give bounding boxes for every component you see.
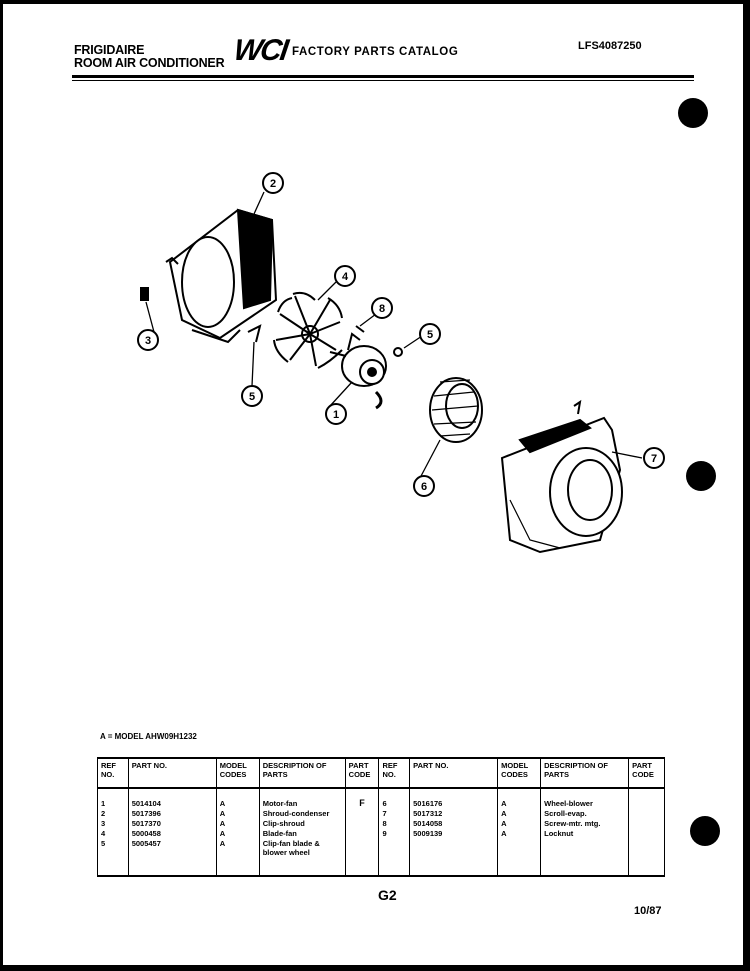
- column-header: MODEL CODES: [498, 758, 541, 788]
- table-header-row: [98, 758, 665, 788]
- table-cell: Shroud-condenser: [259, 808, 345, 818]
- table-cell: 5: [98, 838, 129, 876]
- table-cell: [629, 838, 665, 876]
- blower-wheel-drawing: [430, 378, 482, 442]
- revision-date: 10/87: [634, 905, 662, 917]
- shroud-condenser-drawing: [166, 210, 276, 342]
- table-cell: A: [216, 828, 259, 838]
- table-cell: 7: [379, 808, 410, 818]
- catalog-number: LFS4087250: [578, 40, 642, 52]
- table-cell: Locknut: [541, 828, 629, 838]
- callout-9: [420, 324, 440, 344]
- column-header: PART NO.: [128, 758, 216, 788]
- binder-hole-bottom: [690, 816, 720, 846]
- table-cell: Screw-mtr. mtg.: [541, 818, 629, 828]
- table-cell: A: [216, 818, 259, 828]
- callout-label: 6: [420, 481, 428, 493]
- column-header: PART CODE: [345, 758, 379, 788]
- wci-logo: WCI: [231, 34, 289, 67]
- table-cell: 5009139: [410, 828, 498, 838]
- column-header: DESCRIPTION OF PARTS: [259, 758, 345, 788]
- table-cell: [629, 828, 665, 838]
- locknut-drawing: [394, 348, 402, 356]
- table-cell: 5016176: [410, 788, 498, 808]
- table-cell: Clip-shroud: [259, 818, 345, 828]
- callout-label: 4: [341, 271, 349, 283]
- callout-label: 5: [248, 391, 256, 403]
- table-cell: 9: [379, 828, 410, 838]
- table-cell: A: [216, 838, 259, 876]
- callout-label: 1: [332, 409, 340, 421]
- callout-label: 8: [378, 303, 386, 315]
- clip-shroud-drawing: [141, 288, 148, 300]
- table-cell: Blade-fan: [259, 828, 345, 838]
- page-code: G2: [378, 887, 397, 903]
- table-cell: F: [345, 788, 379, 808]
- table-cell: [410, 838, 498, 876]
- table-cell: 2: [98, 808, 129, 818]
- column-header: PART CODE: [629, 758, 665, 788]
- callout-7: [644, 448, 664, 468]
- table-cell: [629, 808, 665, 818]
- column-header: PART NO.: [410, 758, 498, 788]
- table-row: [98, 828, 665, 838]
- table-cell: 5017396: [128, 808, 216, 818]
- table-cell: A: [498, 828, 541, 838]
- callout-label: 3: [144, 335, 152, 347]
- table-cell: 5017370: [128, 818, 216, 828]
- table-row: [98, 818, 665, 828]
- product-line: ROOM AIR CONDITIONER: [74, 56, 225, 70]
- table-cell: 5000458: [128, 828, 216, 838]
- table-cell: A: [498, 818, 541, 828]
- callout-3: [138, 330, 158, 350]
- table-cell: [379, 838, 410, 876]
- table-cell: A: [498, 808, 541, 818]
- table-cell: 5017312: [410, 808, 498, 818]
- column-header: MODEL CODES: [216, 758, 259, 788]
- catalog-title: FACTORY PARTS CATALOG: [292, 46, 459, 58]
- table-cell: 5014058: [410, 818, 498, 828]
- scroll-evaporator-drawing: [502, 402, 622, 552]
- callout-label: 7: [650, 453, 658, 465]
- table-cell: 5005457: [128, 838, 216, 876]
- fan-blade-drawing: [274, 293, 342, 368]
- column-header: REF NO.: [379, 758, 410, 788]
- table-row: [98, 788, 665, 808]
- scan-border-bottom: [0, 965, 750, 971]
- table-cell: [629, 788, 665, 808]
- callout-6: [414, 476, 434, 496]
- callout-5: [242, 386, 262, 406]
- callout-label: 5: [426, 329, 434, 341]
- table-row: [98, 838, 665, 876]
- table-cell: 4: [98, 828, 129, 838]
- table-cell: 6: [379, 788, 410, 808]
- callout-1: [326, 404, 346, 424]
- table-cell: [345, 838, 379, 876]
- table-cell: [541, 838, 629, 876]
- screw-motor-mount-drawing: [356, 326, 364, 332]
- callout-label: 2: [269, 178, 277, 190]
- table-cell: Motor-fan: [259, 788, 345, 808]
- parts-table: [97, 757, 665, 877]
- model-note: A = MODEL AHW09H1232: [100, 732, 197, 741]
- table-cell: 3: [98, 818, 129, 828]
- callout-4: [335, 266, 355, 286]
- table-cell: [498, 838, 541, 876]
- table-row: [98, 808, 665, 818]
- clip-fan-blade-drawing: [248, 326, 260, 342]
- callout-8: [372, 298, 392, 318]
- table-cell: [629, 818, 665, 828]
- table-cell: Clip-fan blade & blower wheel: [259, 838, 345, 876]
- table-cell: [345, 828, 379, 838]
- table-cell: A: [216, 788, 259, 808]
- table-cell: Wheel-blower: [541, 788, 629, 808]
- table-cell: Scroll-evap.: [541, 808, 629, 818]
- table-cell: 5014104: [128, 788, 216, 808]
- table-cell: 1: [98, 788, 129, 808]
- column-header: REF NO.: [98, 758, 129, 788]
- brand-name: FRIGIDAIRE: [74, 43, 145, 57]
- column-header: DESCRIPTION OF PARTS: [541, 758, 629, 788]
- table-cell: A: [498, 788, 541, 808]
- table-cell: [345, 808, 379, 818]
- table-cell: 8: [379, 818, 410, 828]
- table-cell: [345, 818, 379, 828]
- callout-2: [263, 173, 283, 193]
- table-cell: A: [216, 808, 259, 818]
